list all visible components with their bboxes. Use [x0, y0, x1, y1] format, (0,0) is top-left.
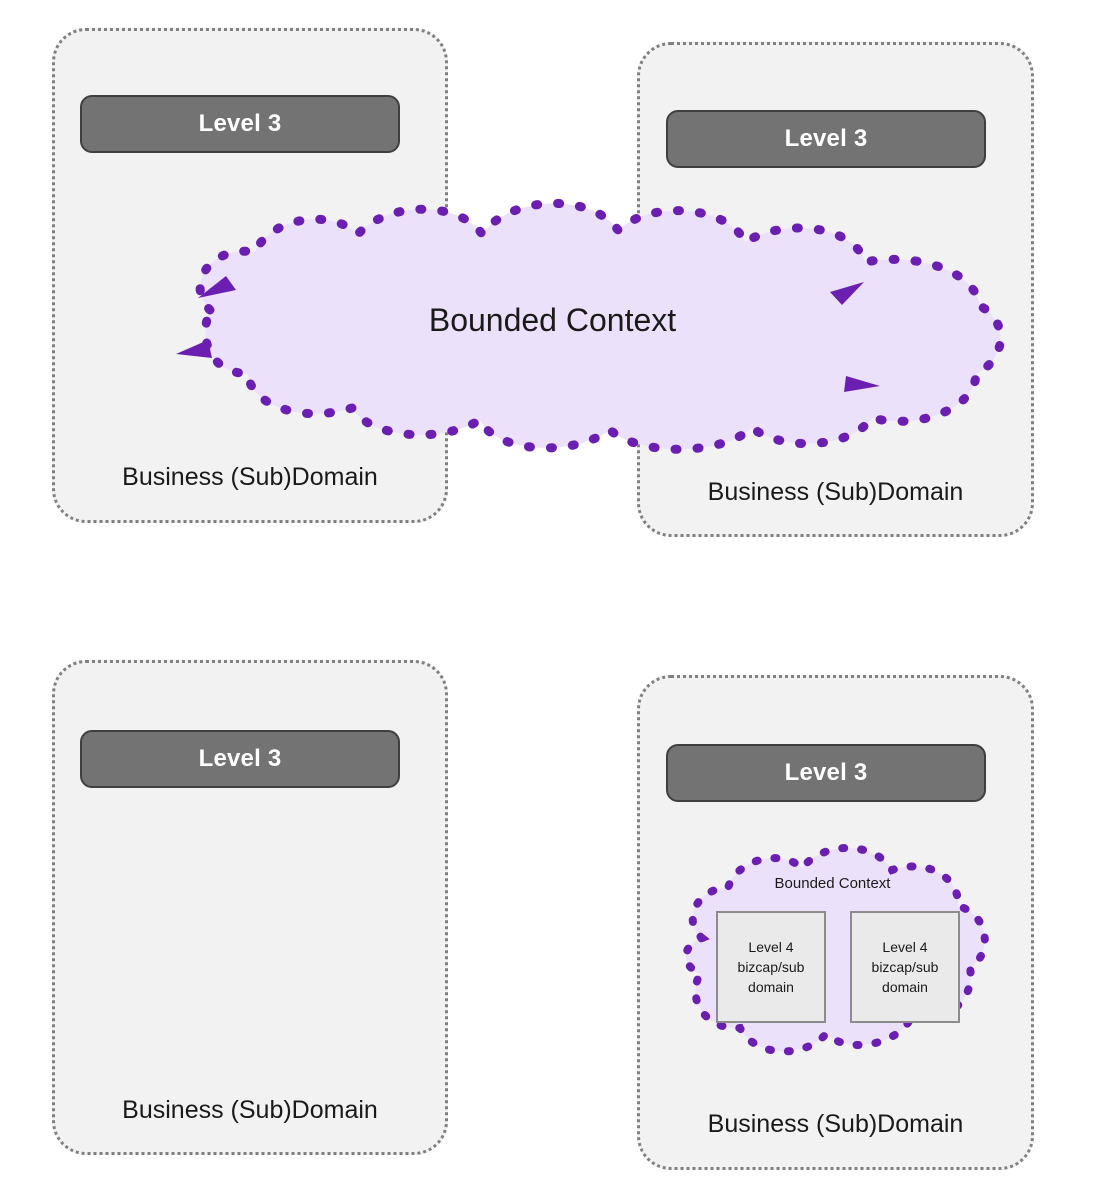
level4-box-1-line2: bizcap/sub: [737, 958, 805, 975]
domain-label-top-left: Business (Sub)Domain: [122, 463, 378, 491]
domain-label-bottom-right: Business (Sub)Domain: [707, 1110, 964, 1138]
bounded-context-shared-label: Bounded Context: [428, 302, 677, 338]
level4-box-2[interactable]: [850, 911, 960, 1023]
cloud-arrow-lower-left: [176, 340, 212, 358]
level3-badge-bottom-right[interactable]: Level 3: [666, 744, 986, 802]
level4-box-2-line2: bizcap/sub: [871, 958, 939, 975]
level3-badge-bottom-left[interactable]: Level 3: [80, 730, 400, 788]
level4-box-2-text: [872, 937, 939, 998]
level4-box-1[interactable]: [716, 911, 826, 1023]
level4-box-1-line3: domain: [748, 979, 794, 996]
domain-label-bottom-left: Business (Sub)Domain: [122, 1096, 378, 1124]
level4-box-2-line1: Level 4: [882, 938, 928, 955]
bounded-context-nested-label: Bounded Context: [774, 875, 891, 892]
level3-badge-top-left[interactable]: Level 3: [80, 95, 400, 153]
level4-box-1-text: [738, 937, 805, 998]
bounded-context-shared[interactable]: [90, 190, 1015, 455]
level4-box-2-line3: domain: [882, 979, 928, 996]
level4-box-1-line1: Level 4: [748, 938, 794, 955]
level3-badge-top-right[interactable]: Level 3: [666, 110, 986, 168]
domain-label-top-right: Business (Sub)Domain: [707, 478, 964, 506]
